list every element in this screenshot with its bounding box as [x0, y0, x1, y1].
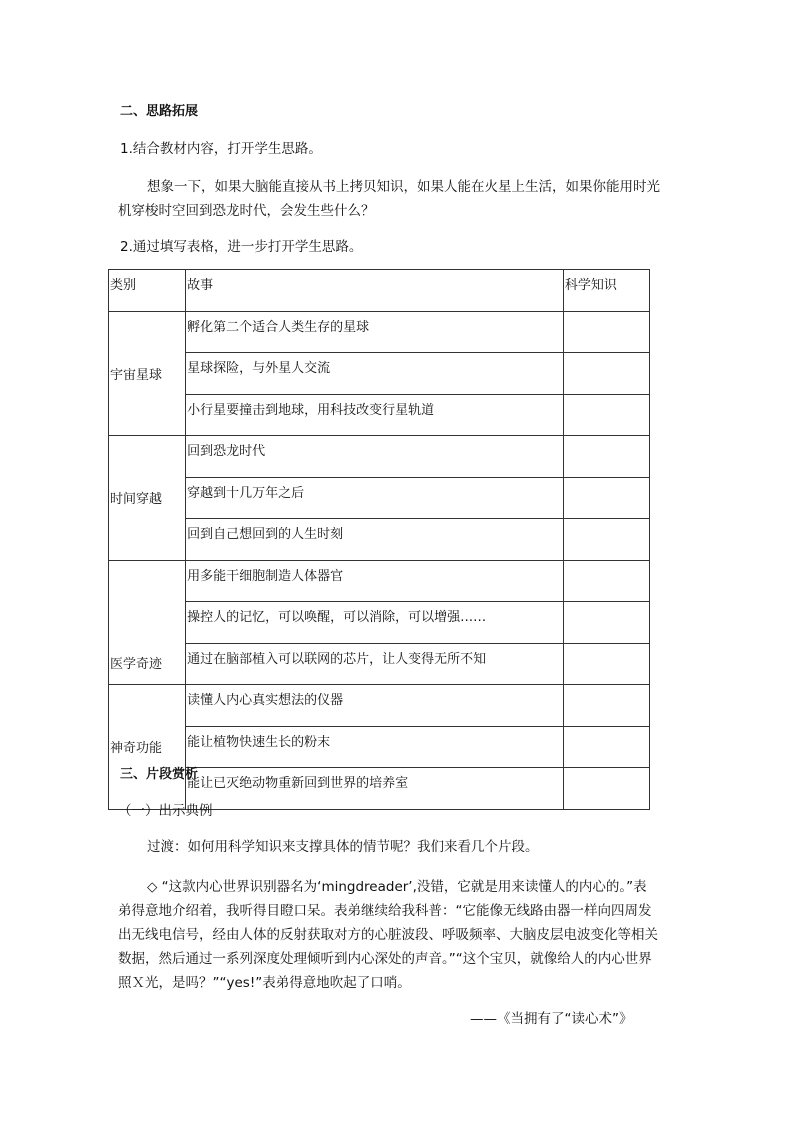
story-cell: 能让已灭绝动物重新回到世界的培养室 — [186, 768, 564, 810]
story-cell: 能让植物快速生长的粉末 — [186, 726, 564, 768]
section-heading-ideas: 二、思路拓展 — [120, 104, 199, 119]
science-cell[interactable] — [563, 726, 649, 768]
science-cell[interactable] — [563, 353, 649, 395]
table-row — [109, 643, 650, 685]
story-cell: 读懂人内心真实想法的仪器 — [186, 685, 564, 727]
excerpt-line-4: 数据，然后通过一系列深度处理倾听到内心深处的声音。”“这个宝贝，就像给人的内心世界 — [118, 951, 652, 967]
excerpt-source: ——《当拥有了“读心术”》 — [470, 1011, 633, 1027]
story-cell: 星球探险，与外星人交流 — [186, 353, 564, 395]
story-cell: 穿越到十几万年之后 — [186, 477, 564, 519]
category-cell: 时间穿越 — [109, 436, 186, 561]
excerpt-line-5: 照Ｘ光，是吗？”“yes!”表弟得意地吹起了口哨。 — [118, 975, 411, 991]
category-cell: 宇宙星球 — [109, 311, 186, 436]
header-story: 故事 — [186, 270, 564, 312]
story-cell: 操控人的记忆，可以唤醒，可以消除，可以增强…… — [186, 602, 564, 644]
paragraph-imagine-line-1: 想象一下，如果大脑能直接从书上拷贝知识，如果人能在火星上生活，如果你能用时光 — [147, 179, 660, 195]
science-cell[interactable] — [563, 643, 649, 685]
story-cell: 用多能干细胞制造人体器官 — [186, 560, 564, 602]
excerpt-line-2: 弟得意地介绍着，我听得目瞪口呆。表弟继续给我科普：“它能像无线路由器一样向四周发 — [118, 903, 652, 919]
story-cell: 回到恐龙时代 — [186, 436, 564, 478]
table-row — [109, 436, 650, 478]
table-row — [109, 685, 650, 727]
table-row — [109, 560, 650, 602]
table-row — [109, 519, 650, 561]
item-1: 1.结合教材内容，打开学生思路。 — [120, 141, 322, 157]
table-row — [109, 477, 650, 519]
header-category: 类别 — [109, 270, 186, 312]
table-row — [109, 394, 650, 436]
science-cell[interactable] — [563, 394, 649, 436]
item-2: 2.通过填写表格，进一步打开学生思路。 — [120, 239, 363, 255]
story-cell: 小行星要撞击到地球，用科技改变行星轨道 — [186, 394, 564, 436]
transition-text: 过渡：如何用科学知识来支撑具体的情节呢？我们来看几个片段。 — [147, 839, 539, 855]
science-cell[interactable] — [563, 602, 649, 644]
science-cell[interactable] — [563, 768, 649, 810]
science-cell[interactable] — [563, 560, 649, 602]
category-cell: 神奇功能 — [109, 685, 186, 810]
science-cell[interactable] — [563, 685, 649, 727]
excerpt-line-3: 出无线电信号，经由人体的反射获取对方的心脏波段、呼吸频率、大脑皮层电波变化等相关 — [118, 927, 658, 943]
science-cell[interactable] — [563, 519, 649, 561]
table-row — [109, 311, 650, 353]
story-table — [108, 269, 650, 810]
story-cell: 回到自己想回到的人生时刻 — [186, 519, 564, 561]
science-cell[interactable] — [563, 436, 649, 478]
science-cell[interactable] — [563, 477, 649, 519]
excerpt-line-1: ◇ “这款内心世界识别器名为‘mingdreader’,没错，它就是用来读懂人的内心的。”表 — [147, 879, 647, 895]
table-row — [109, 602, 650, 644]
story-cell: 孵化第二个适合人类生存的星球 — [186, 311, 564, 353]
science-cell[interactable] — [563, 311, 649, 353]
category-cell: 医学奇迹 — [109, 560, 186, 685]
header-science: 科学知识 — [563, 270, 649, 312]
story-cell: 通过在脑部植入可以联网的芯片，让人变得无所不知 — [186, 643, 564, 685]
subheading-example: （一）出示典例 — [118, 803, 213, 819]
paragraph-imagine-line-2: 机穿梭时空回到恐龙时代，会发生些什么？ — [118, 203, 375, 219]
section-heading-excerpts: 三、片段赏析 — [120, 767, 199, 782]
table-row — [109, 353, 650, 395]
table-header-row — [109, 270, 650, 312]
table-row — [109, 726, 650, 768]
